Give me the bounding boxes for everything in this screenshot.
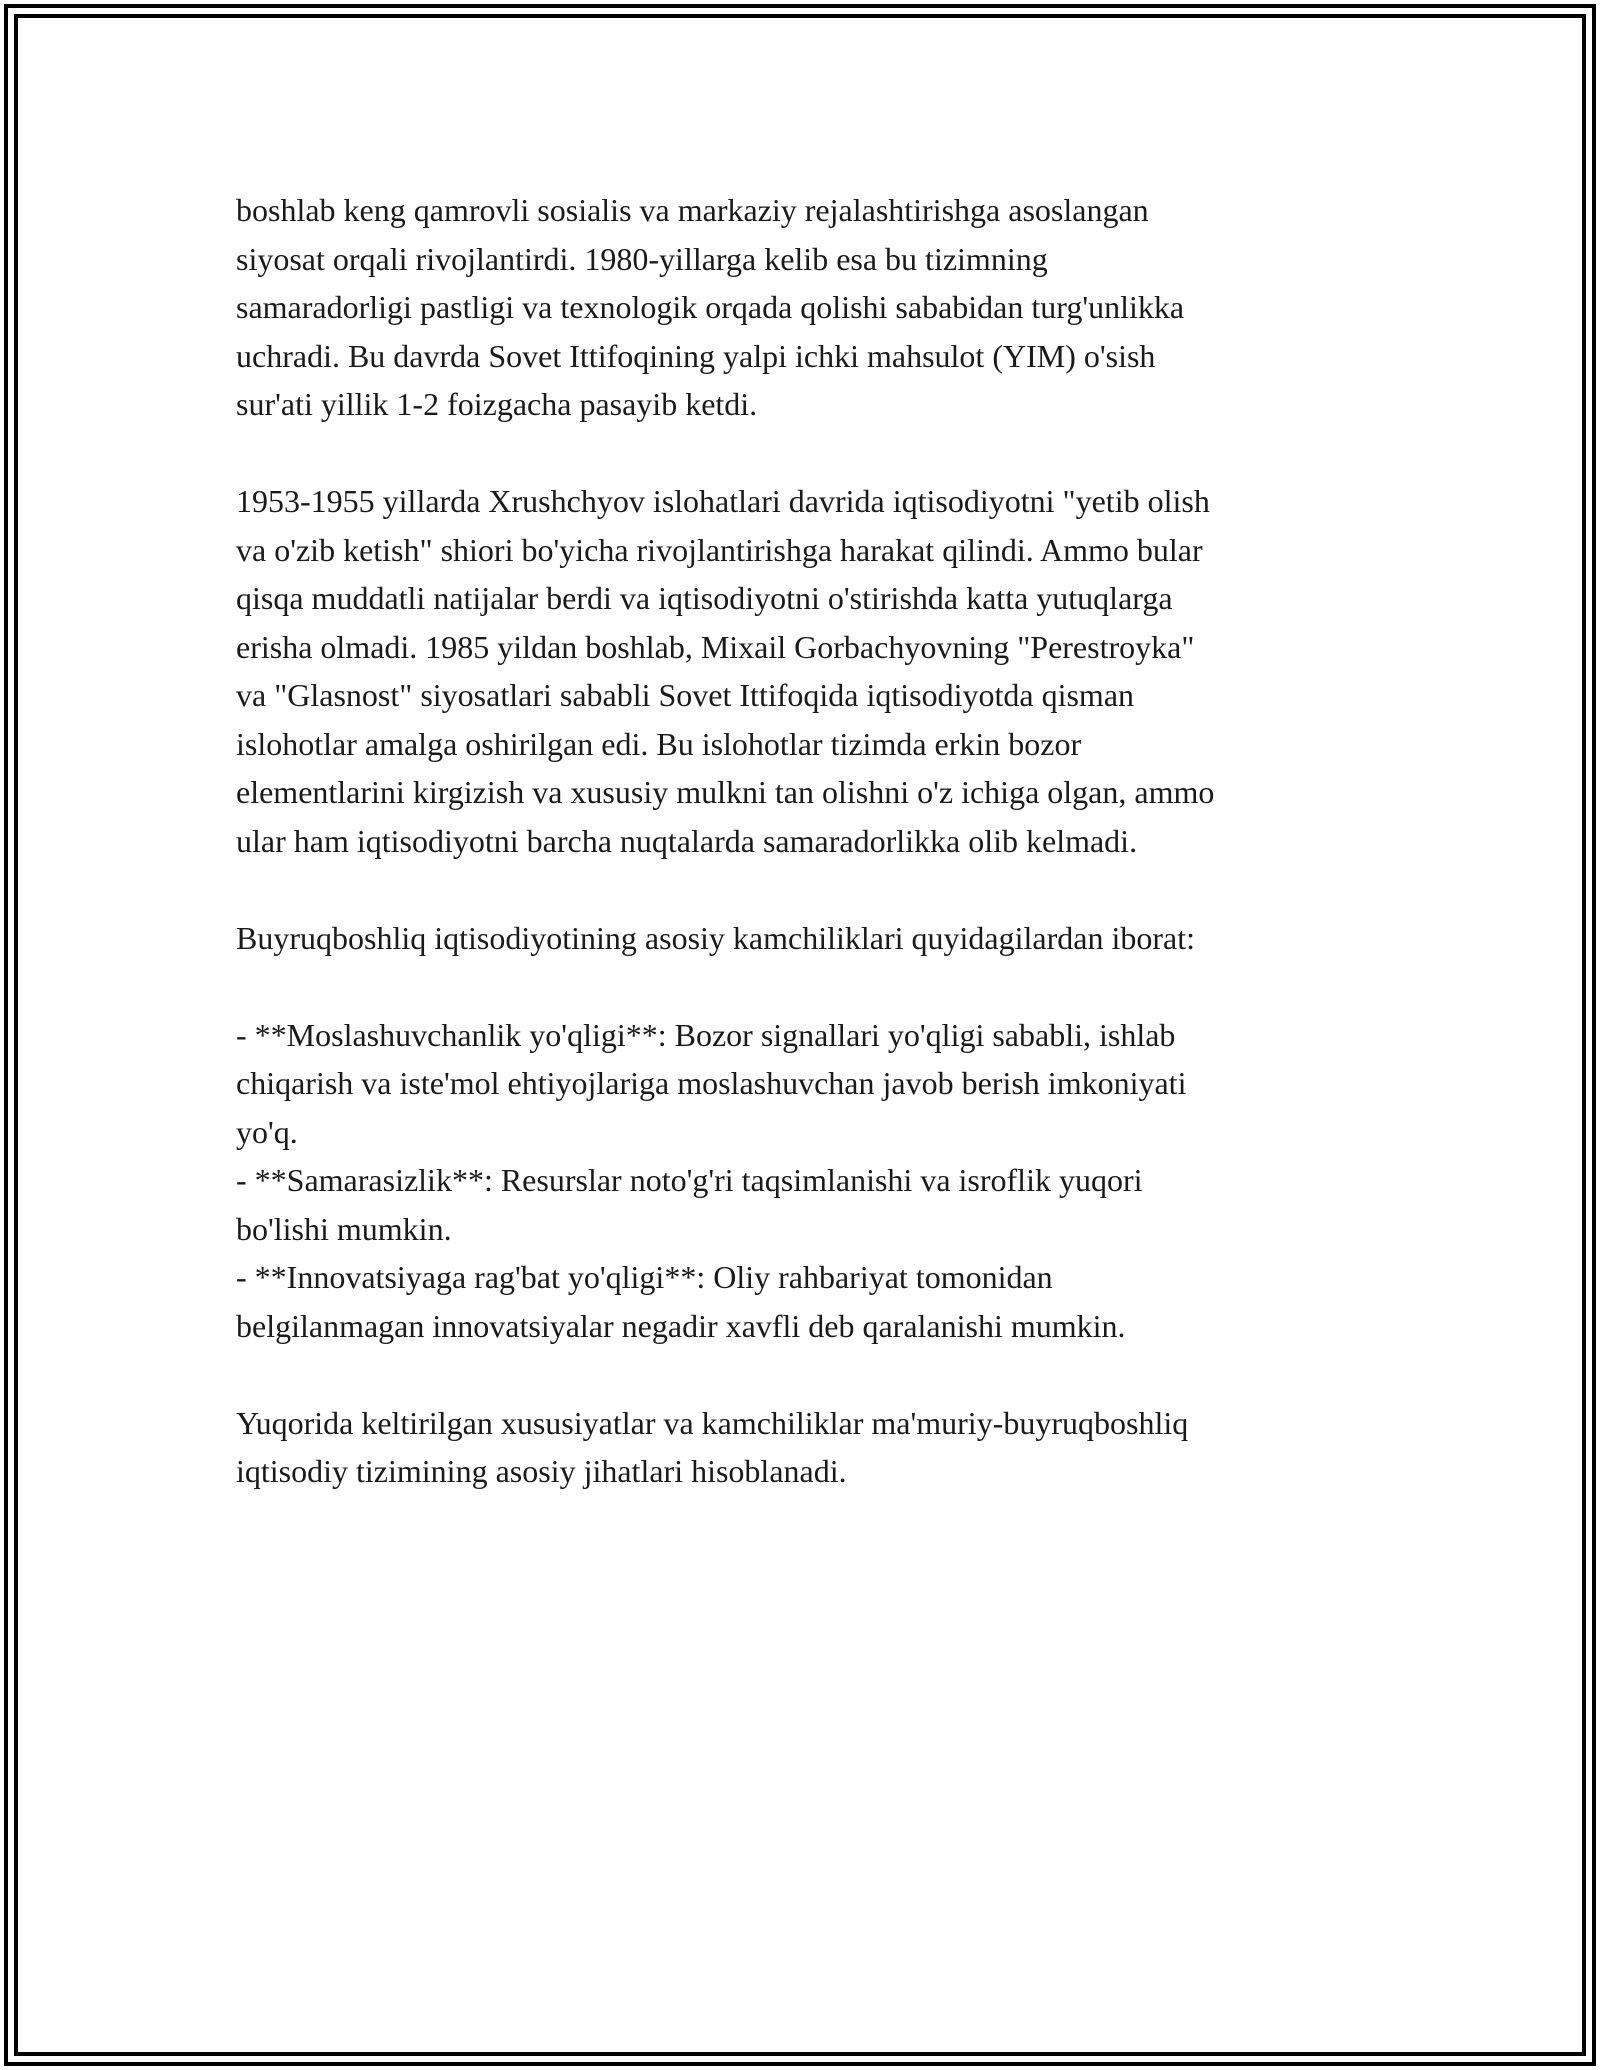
paragraph-intro: boshlab keng qamrovli sosialis va markaziy rejalashtirishga asoslangan siyosat orqali rivojlantirdi. 1980-yillarga kelib esa bu tizimning samaradorligi pastligi va texnologik orqada qolishi sababidan turg'unlikka uchradi. Bu davrda Sovet Ittifoqining yalpi ichki mahsulot (YIM) o'sish sur'ati yillik 1-2 foizgacha pasayib ketdi.	[236, 192, 1185, 422]
document-body	[236, 186, 1366, 1496]
paragraph-spacer	[236, 865, 1366, 914]
paragraph-reforms: 1953-1955 yillarda Xrushchyov islohatlari davrida iqtisodiyotni "yetib olish va o'zib ketish" shiori bo'yicha rivojlantirishga harakat qilindi. Ammo bular qisqa muddatli natijalar berdi va iqtisodiyotni o'stirishda katta yutuqlarga erisha olmadi. 1985 yildan boshlab, Mixail Gorbachyovning "Perestroyka" va "Glasnost" siyosatlari sababli Sovet Ittifoqida iqtisodiyotda qisman islohotlar amalga oshirilgan edi. Bu islohotlar tizimda erkin bozor elementlarini kirgizish va xususiy mulkni tan olishni o'z ichiga olgan, ammo ular ham iqtisodiyotni barcha nuqtalarda samaradorlikka olib kelmadi.	[236, 483, 1215, 859]
paragraph-shortcomings-list: - **Moslashuvchanlik yo'qligi**: Bozor signallari yo'qligi sababli, ishlab chiqarish va iste'mol ehtiyojlariga moslashuvchan javob berish imkoniyati yo'q. - **Samarasizlik**: Resurslar noto'g'ri taqsimlanishi va isroflik yuqori bo'lishi mumkin. - **Innovatsiyaga rag'bat yo'qligi**: Oliy rahbariyat tomonidan belgilanmagan innovatsiyalar negadir xavfli deb qaralanishi mumkin.	[236, 1016, 1187, 1344]
paragraph-conclusion: Yuqorida keltirilgan xususiyatlar va kamchiliklar ma'muriy-buyruqboshliq iqtisodiy tizimining asosiy jihatlari hisoblanadi.	[236, 1404, 1189, 1489]
paragraph-spacer	[236, 962, 1366, 1011]
paragraph-shortcomings-heading: Buyruqboshliq iqtisodiyotining asosiy kamchiliklari quyidagilardan iborat:	[236, 919, 1195, 956]
paragraph-spacer	[236, 429, 1366, 478]
paragraph-spacer	[236, 1350, 1366, 1399]
